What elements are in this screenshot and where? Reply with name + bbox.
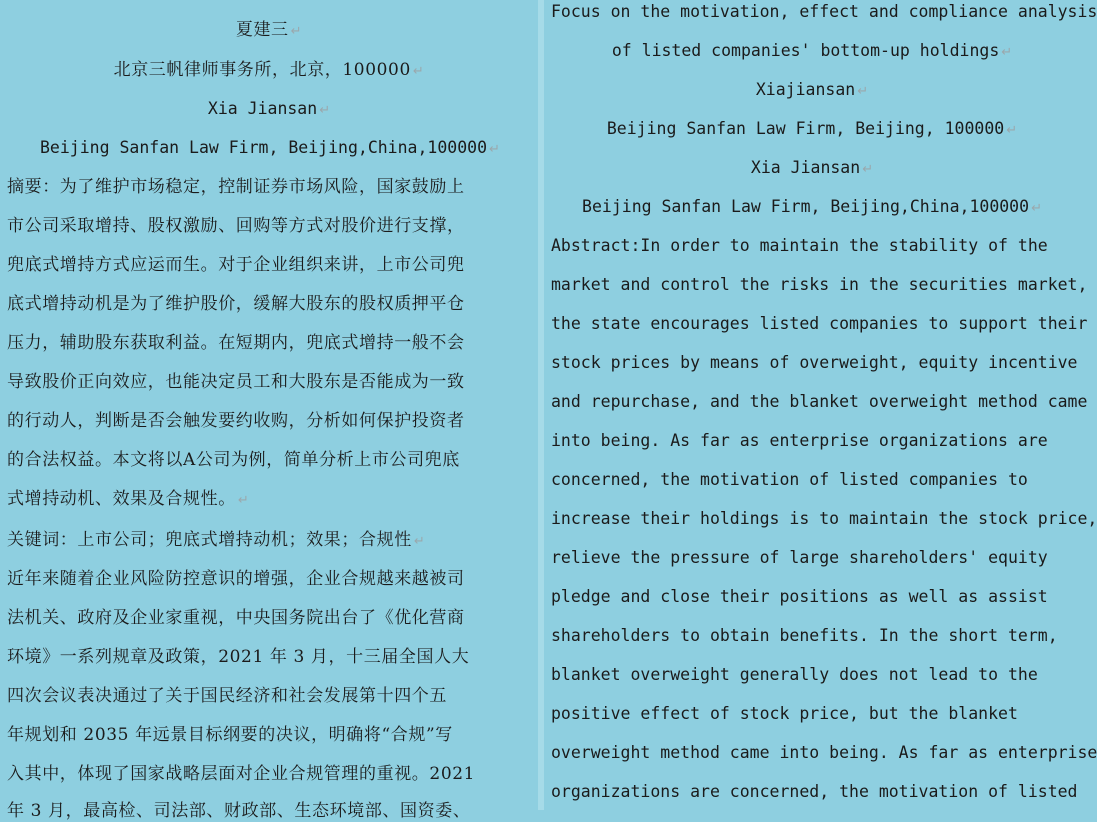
abstract-line: blanket overweight generally does not lead to the [551, 665, 1038, 684]
abstract-line: the state encourages listed companies to support their [551, 314, 1088, 333]
abstract-line: 式增持动机、效果及合规性。 ↵ [7, 489, 250, 509]
english-column [544, 0, 1097, 810]
affiliation-1: Beijing Sanfan Law Firm, Beijing, 100000 ↵ [606, 119, 1018, 138]
author-name-en: Xia Jiansan ↵ [207, 99, 331, 118]
abstract-line: into being. As far as enterprise organizations are [551, 431, 1048, 450]
paragraph-mark-icon: ↵ [319, 103, 331, 118]
keywords-line: 关键词：上市公司；兜底式增持动机；效果；合规性 ↵ [7, 530, 426, 550]
paragraph-mark-icon: ↵ [857, 84, 869, 99]
body-line: 入其中，体现了国家战略层面对企业合规管理的重视。2021 [7, 764, 476, 784]
author-name-1: Xiajiansan ↵ [755, 80, 869, 99]
abstract-line: overweight method came into being. As far as enterprise [551, 743, 1097, 762]
body-line: 近年来随着企业风险防控意识的增强，企业合规越来越被司 [7, 569, 465, 589]
body-line: 年规划和 2035 年远景目标纲要的决议，明确将“合规”写 [7, 725, 453, 745]
abstract-line: 压力，辅助股东获取利益。在短期内，兜底式增持一般不会 [7, 333, 465, 353]
chinese-column [0, 0, 538, 821]
abstract-line: pledge and close their positions as well as assist [551, 587, 1048, 606]
abstract-line: and repurchase, and the blanket overweight method came [551, 392, 1088, 411]
abstract-line: 市公司采取增持、股权激励、回购等方式对股价进行支撑， [7, 216, 465, 236]
paragraph-mark-icon: ↵ [1006, 123, 1018, 138]
affiliation-2: Beijing Sanfan Law Firm, Beijing,China,100000 ↵ [582, 197, 1042, 216]
abstract-line: 的行动人，判断是否会触发要约收购，分析如何保护投资者 [7, 411, 465, 431]
abstract-line: Abstract:In order to maintain the stability of the [551, 236, 1048, 255]
abstract-line: 底式增持动机是为了维护股价，缓解大股东的股权质押平仓 [7, 294, 465, 314]
paragraph-mark-icon: ↵ [237, 493, 250, 508]
body-line: 四次会议表决通过了关于国民经济和社会发展第十四个五 [7, 686, 447, 706]
author-name-2: Xia Jiansan ↵ [750, 158, 874, 177]
affiliation-cn: 北京三帆律师事务所，北京，100000 ↵ [113, 60, 425, 80]
abstract-line: 兜底式增持方式应运而生。对于企业组织来讲，上市公司兜 [7, 255, 465, 275]
abstract-line: 的合法权益。本文将以A公司为例，简单分析上市公司兜底 [7, 450, 460, 470]
paragraph-mark-icon: ↵ [489, 142, 500, 157]
abstract-line: increase their holdings is to maintain the stock price, [551, 509, 1097, 528]
title-line-1: Focus on the motivation, effect and compliance analysis [551, 2, 1097, 21]
abstract-line: 摘要：为了维护市场稳定，控制证券市场风险，国家鼓励上 [7, 177, 465, 197]
paragraph-mark-icon: ↵ [1031, 201, 1042, 216]
paragraph-mark-icon: ↵ [413, 534, 426, 549]
body-line: 环境》一系列规章及政策，2021 年 3 月，十三届全国人大 [7, 647, 470, 667]
paragraph-mark-icon: ↵ [862, 162, 874, 177]
abstract-line: positive effect of stock price, but the blanket [551, 704, 1018, 723]
abstract-line: relieve the pressure of large shareholders' equity [551, 548, 1048, 567]
abstract-line: 导致股价正向效应，也能决定员工和大股东是否能成为一致 [7, 372, 465, 392]
abstract-line: organizations are concerned, the motivation of listed [551, 782, 1078, 801]
author-name-cn: 夏建三 ↵ [235, 20, 303, 40]
body-line: 年 3 月，最高检、司法部、财政部、生态环境部、国资委、 [7, 801, 471, 821]
paragraph-mark-icon: ↵ [1001, 45, 1013, 60]
paragraph-mark-icon: ↵ [412, 64, 425, 79]
abstract-line: shareholders to obtain benefits. In the short term, [551, 626, 1058, 645]
affiliation-en: Beijing Sanfan Law Firm, Beijing,China,100000 ↵ [40, 138, 500, 157]
abstract-line: stock prices by means of overweight, equity incentive [551, 353, 1078, 372]
abstract-line: market and control the risks in the securities market, [551, 275, 1088, 294]
abstract-line: concerned, the motivation of listed companies to [551, 470, 1028, 489]
body-line: 法机关、政府及企业家重视，中央国务院出台了《优化营商 [7, 608, 465, 628]
paragraph-mark-icon: ↵ [290, 24, 303, 39]
title-line-2: of listed companies' bottom-up holdings ↵ [611, 41, 1013, 60]
